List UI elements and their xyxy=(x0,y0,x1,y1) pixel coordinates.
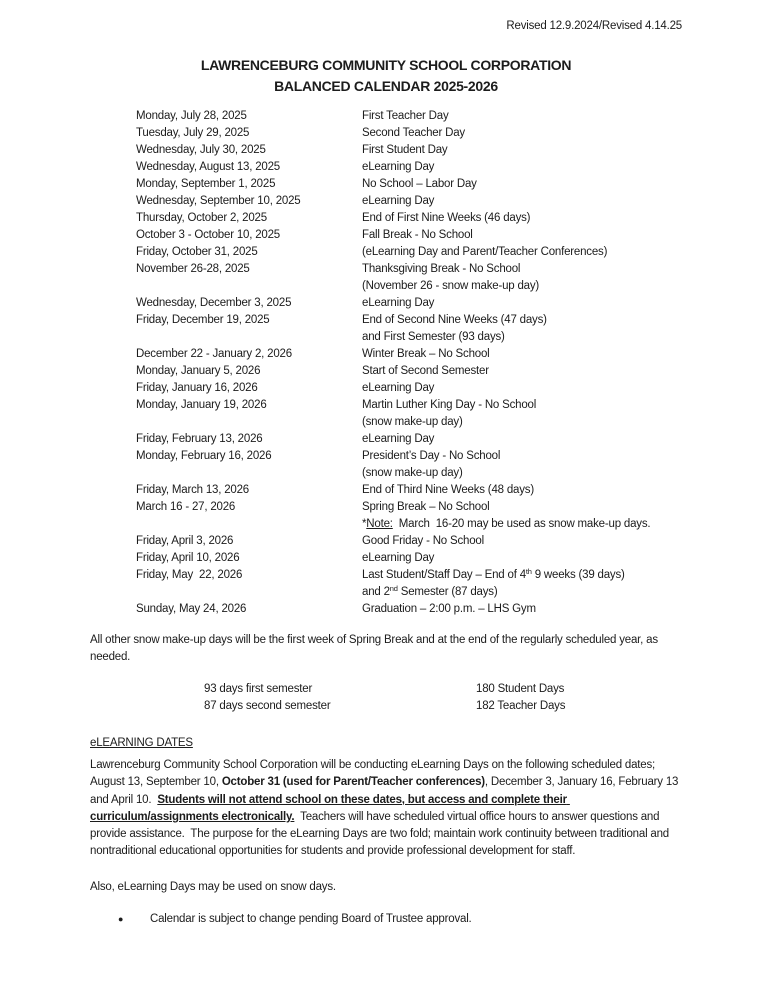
text-segment: th xyxy=(525,567,532,576)
text-segment: Last Student/Staff Day – End of 4 xyxy=(362,569,526,581)
document-title xyxy=(90,55,682,97)
calendar-event: First Student Day xyxy=(362,144,448,156)
document-content xyxy=(0,18,768,928)
calendar-table xyxy=(136,108,682,618)
calendar-event: eLearning Day xyxy=(362,433,435,445)
text-segment: and 2 xyxy=(362,586,390,598)
calendar-row xyxy=(136,482,682,499)
calendar-row xyxy=(136,584,682,601)
text-segment: March 16-20 may be used as snow make-up days. xyxy=(392,518,651,530)
calendar-date xyxy=(136,465,362,482)
calendar-row xyxy=(136,533,682,550)
calendar-date: Friday, April 3, 2026 xyxy=(136,535,234,547)
calendar-event: End of Second Nine Weeks (47 days) xyxy=(362,314,547,326)
calendar-event: First Teacher Day xyxy=(362,110,449,122)
calendar-date: Friday, October 31, 2025 xyxy=(136,246,258,258)
calendar-date: Friday, February 13, 2026 xyxy=(136,433,263,445)
calendar-date: March 16 - 27, 2026 xyxy=(136,501,236,513)
calendar-event: No School – Labor Day xyxy=(362,178,477,190)
text-segment: Teachers will have scheduled virtual office hours to answer questions and provide assistance. The purpose for the eLearning Days are two fold; maintain work continuity between traditional and nontraditional educational opportunities for students and provide professional development for staff. xyxy=(90,810,673,858)
calendar-date: Friday, January 16, 2026 xyxy=(136,382,258,394)
calendar-event: Winter Break – No School xyxy=(362,348,490,360)
title-line-1: LAWRENCEBURG COMMUNITY SCHOOL CORPORATION xyxy=(200,57,572,73)
first-semester-days: 93 days first semester xyxy=(204,683,313,695)
summary-row xyxy=(204,698,682,715)
approval-bullet-item xyxy=(90,911,682,928)
calendar-event xyxy=(362,584,682,601)
calendar-row xyxy=(136,108,682,125)
calendar-event: End of First Nine Weeks (46 days) xyxy=(362,212,531,224)
calendar-row xyxy=(136,601,682,618)
text-segment: , December 3, January 16, February 13 and April 10. xyxy=(90,776,682,806)
calendar-row xyxy=(136,142,682,159)
snow-days-note: Also, eLearning Days may be used on snow days. xyxy=(90,880,336,893)
calendar-row xyxy=(136,261,682,278)
calendar-date: Monday, January 5, 2026 xyxy=(136,365,261,377)
calendar-event: (snow make-up day) xyxy=(362,467,463,479)
summary-row xyxy=(204,681,682,698)
calendar-date: Wednesday, September 10, 2025 xyxy=(136,195,301,207)
calendar-event: eLearning Day xyxy=(362,297,435,309)
calendar-row xyxy=(136,295,682,312)
calendar-event: (snow make-up day) xyxy=(362,416,463,428)
text-segment: Semester (87 days) xyxy=(397,586,498,598)
calendar-date xyxy=(136,329,362,346)
text-segment: Students will not attend school on these dates, but access and complete their curriculum/assignments electronically. xyxy=(90,793,570,823)
calendar-event: End of Third Nine Weeks (48 days) xyxy=(362,484,534,496)
calendar-date: Wednesday, July 30, 2025 xyxy=(136,144,266,156)
title-line-2: BALANCED CALENDAR 2025-2026 xyxy=(274,78,498,94)
calendar-row xyxy=(136,176,682,193)
calendar-row xyxy=(136,448,682,465)
calendar-date: Monday, January 19, 2026 xyxy=(136,399,267,411)
calendar-row xyxy=(136,329,682,346)
calendar-row xyxy=(136,312,682,329)
calendar-event: eLearning Day xyxy=(362,382,435,394)
revision-note: Revised 12.9.2024/Revised 4.14.25 xyxy=(506,20,682,32)
text-segment: 9 weeks (39 days) xyxy=(531,569,625,581)
calendar-date: December 22 - January 2, 2026 xyxy=(136,348,292,360)
calendar-date: Friday, December 19, 2025 xyxy=(136,314,270,326)
semester-summary xyxy=(90,681,682,715)
calendar-event: Spring Break – No School xyxy=(362,501,490,513)
calendar-event: Fall Break - No School xyxy=(362,229,473,241)
calendar-event xyxy=(362,516,682,533)
calendar-row xyxy=(136,125,682,142)
calendar-row xyxy=(136,397,682,414)
calendar-date: November 26-28, 2025 xyxy=(136,263,250,275)
calendar-date: Friday, March 13, 2026 xyxy=(136,484,249,496)
calendar-event: Good Friday - No School xyxy=(362,535,484,547)
text-segment: nd xyxy=(389,584,398,593)
calendar-event: Second Teacher Day xyxy=(362,127,465,139)
second-semester-days: 87 days second semester xyxy=(204,700,331,712)
calendar-date: Friday, May 22, 2026 xyxy=(136,569,243,581)
calendar-row xyxy=(136,380,682,397)
calendar-event: Martin Luther King Day - No School xyxy=(362,399,537,411)
calendar-date: October 3 - October 10, 2025 xyxy=(136,229,280,241)
text-segment: Note: xyxy=(366,518,393,530)
teacher-days-total: 182 Teacher Days xyxy=(476,700,566,712)
text-segment: Lawrenceburg Community School Corporation will be conducting eLearning Days on the following scheduled dates; August 13, September 10, xyxy=(90,759,658,789)
calendar-event: eLearning Day xyxy=(362,195,435,207)
elearning-paragraph xyxy=(90,757,682,861)
text-segment: October 31 (used for Parent/Teacher conferences) xyxy=(221,776,485,789)
approval-bullet-text: Calendar is subject to change pending Board of Trustee approval. xyxy=(150,912,472,925)
calendar-row xyxy=(136,159,682,176)
calendar-row xyxy=(136,193,682,210)
calendar-date: Thursday, October 2, 2025 xyxy=(136,212,267,224)
calendar-date: Monday, July 28, 2025 xyxy=(136,110,247,122)
calendar-event: eLearning Day xyxy=(362,552,435,564)
calendar-date xyxy=(136,278,362,295)
calendar-event: Graduation – 2:00 p.m. – LHS Gym xyxy=(362,603,536,615)
calendar-row xyxy=(136,346,682,363)
student-days-total: 180 Student Days xyxy=(476,683,565,695)
calendar-row xyxy=(136,499,682,516)
calendar-row xyxy=(136,550,682,567)
calendar-row xyxy=(136,278,682,295)
snow-makeup-note: All other snow make-up days will be the first week of Spring Break and at the end of the regularly scheduled year, as needed. xyxy=(90,634,661,663)
calendar-event: (eLearning Day and Parent/Teacher Conferences) xyxy=(362,246,608,258)
calendar-row xyxy=(136,431,682,448)
calendar-date: Wednesday, December 3, 2025 xyxy=(136,297,292,309)
calendar-date: Monday, September 1, 2025 xyxy=(136,178,276,190)
calendar-event: President’s Day - No School xyxy=(362,450,501,462)
calendar-date: Wednesday, August 13, 2025 xyxy=(136,161,280,173)
calendar-date: Monday, February 16, 2026 xyxy=(136,450,272,462)
calendar-event: Start of Second Semester xyxy=(362,365,489,377)
calendar-date: Sunday, May 24, 2026 xyxy=(136,603,247,615)
calendar-row xyxy=(136,516,682,533)
calendar-row xyxy=(136,567,682,584)
bullet-icon: ● xyxy=(118,913,124,924)
calendar-event: Thanksgiving Break - No School xyxy=(362,263,521,275)
calendar-row xyxy=(136,363,682,380)
calendar-event: and First Semester (93 days) xyxy=(362,331,505,343)
calendar-date xyxy=(136,516,362,533)
calendar-event: (November 26 - snow make-up day) xyxy=(362,280,540,292)
text-segment: * xyxy=(362,518,367,530)
calendar-event: eLearning Day xyxy=(362,161,435,173)
calendar-row xyxy=(136,210,682,227)
elearning-dates-heading: eLEARNING DATES xyxy=(90,737,193,749)
calendar-row xyxy=(136,414,682,431)
calendar-date: Tuesday, July 29, 2025 xyxy=(136,127,250,139)
calendar-date xyxy=(136,584,362,601)
calendar-row xyxy=(136,465,682,482)
calendar-row xyxy=(136,244,682,261)
calendar-date: Friday, April 10, 2026 xyxy=(136,552,240,564)
calendar-event xyxy=(362,567,682,584)
calendar-row xyxy=(136,227,682,244)
calendar-date xyxy=(136,414,362,431)
